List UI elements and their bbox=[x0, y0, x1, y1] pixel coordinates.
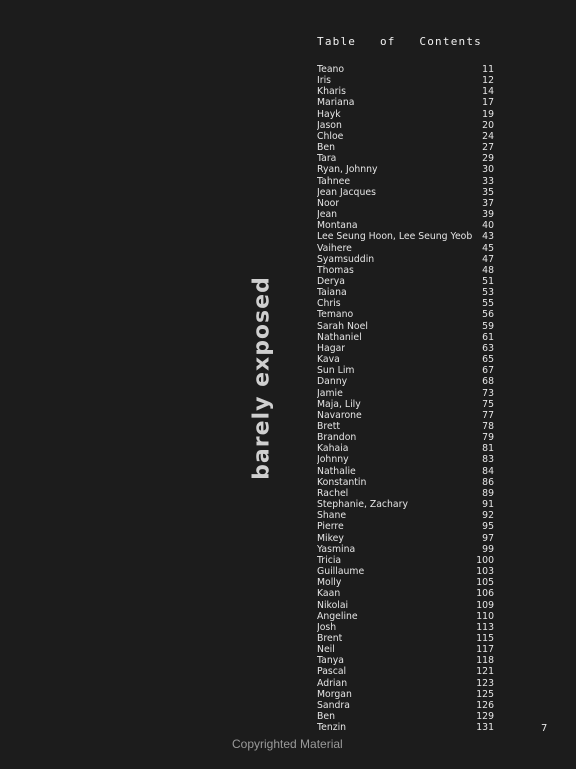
toc-entry[interactable] bbox=[317, 410, 494, 421]
toc-entry[interactable] bbox=[317, 142, 494, 153]
toc-entry-page: 117 bbox=[476, 644, 494, 656]
book-title: barely exposed bbox=[249, 276, 275, 480]
toc-entry-name: Pascal bbox=[317, 666, 347, 678]
toc-entry-name: Hagar bbox=[317, 342, 346, 354]
toc-entry-name: Rachel bbox=[317, 487, 349, 499]
toc-entry-name: Angeline bbox=[317, 610, 358, 622]
toc-entry[interactable] bbox=[317, 388, 494, 399]
toc-entry[interactable] bbox=[317, 243, 494, 254]
toc-entry[interactable] bbox=[317, 644, 494, 655]
toc-entry-page: 78 bbox=[482, 421, 494, 432]
toc-entry-page: 91 bbox=[482, 499, 494, 511]
toc-entry-name: Ben bbox=[317, 711, 335, 723]
toc-entry-name: Ben bbox=[317, 142, 335, 154]
toc-entry[interactable] bbox=[317, 332, 494, 343]
toc-entry-name: Pierre bbox=[317, 521, 344, 533]
toc-entry-page: 106 bbox=[476, 588, 494, 600]
toc-entry-name: Brandon bbox=[317, 432, 357, 444]
toc-entry[interactable] bbox=[317, 176, 494, 187]
toc-entry[interactable] bbox=[317, 689, 494, 700]
toc-entry[interactable] bbox=[317, 97, 494, 108]
toc-entry[interactable] bbox=[317, 254, 494, 265]
toc-entry[interactable] bbox=[317, 622, 494, 633]
toc-entry-name: Tenzin bbox=[317, 722, 347, 734]
toc-entry-name: Syamsuddin bbox=[317, 253, 375, 265]
toc-entry-page: 126 bbox=[476, 699, 494, 711]
toc-entry[interactable] bbox=[317, 544, 494, 555]
toc-entry[interactable] bbox=[317, 131, 494, 142]
toc-entry-page: 12 bbox=[482, 75, 494, 87]
toc-entry-page: 61 bbox=[482, 331, 494, 343]
toc-entry-name: Vaihere bbox=[317, 242, 352, 254]
toc-entry[interactable] bbox=[317, 421, 494, 432]
toc-entry-page: 17 bbox=[482, 97, 494, 109]
toc-entry-name: Chris bbox=[317, 298, 341, 310]
toc-entry-page: 33 bbox=[482, 175, 494, 187]
toc-entry-page: 51 bbox=[482, 275, 494, 287]
toc-entry[interactable] bbox=[317, 399, 494, 410]
toc-entry-page: 81 bbox=[482, 443, 494, 455]
toc-entry-page: 99 bbox=[482, 543, 494, 555]
toc-entry[interactable] bbox=[317, 153, 494, 164]
toc-entry[interactable] bbox=[317, 432, 494, 443]
toc-entry-name: Konstantin bbox=[317, 476, 367, 488]
toc-entry-name: Tanya bbox=[317, 655, 344, 667]
toc-entry-page: 67 bbox=[482, 365, 494, 377]
toc-entry-page: 48 bbox=[482, 264, 494, 276]
toc-entry-page: 14 bbox=[482, 86, 494, 98]
toc-entry[interactable] bbox=[317, 109, 494, 120]
toc-entry-page: 92 bbox=[482, 510, 494, 522]
toc-entry-name: Kahaia bbox=[317, 443, 349, 455]
toc-entry-page: 125 bbox=[476, 688, 494, 700]
toc-entry-page: 47 bbox=[482, 253, 494, 265]
toc-entry-page: 24 bbox=[482, 130, 494, 142]
copyright-notice: Copyrighted Material bbox=[232, 737, 343, 751]
toc-entry-page: 20 bbox=[482, 119, 494, 131]
toc-entry-page: 79 bbox=[482, 432, 494, 444]
toc-entry[interactable] bbox=[317, 499, 494, 510]
toc-entry-name: Jason bbox=[317, 119, 342, 131]
toc-entry-page: 45 bbox=[482, 242, 494, 254]
toc-entry-page: 86 bbox=[482, 476, 494, 488]
toc-entry-page: 19 bbox=[482, 108, 494, 120]
toc-entry-name: Navarone bbox=[317, 409, 362, 421]
toc-entry-page: 63 bbox=[482, 342, 494, 354]
toc-entry-name: Maja, Lily bbox=[317, 398, 361, 410]
toc-entry-name: Johnny bbox=[317, 454, 349, 466]
toc-entry[interactable] bbox=[317, 220, 494, 231]
toc-entry-name: Adrian bbox=[317, 677, 348, 689]
toc-entry[interactable] bbox=[317, 611, 494, 622]
toc-heading-word: of bbox=[379, 35, 396, 48]
toc-entry[interactable] bbox=[317, 209, 494, 220]
toc-entry-name: Temano bbox=[317, 309, 354, 321]
toc-entry[interactable] bbox=[317, 75, 494, 86]
toc-entry[interactable] bbox=[317, 164, 494, 175]
page-number: 7 bbox=[541, 723, 548, 734]
toc-entry-page: 123 bbox=[476, 677, 494, 689]
toc-entry[interactable] bbox=[317, 198, 494, 209]
toc-entry[interactable] bbox=[317, 577, 494, 588]
toc-entry[interactable] bbox=[317, 711, 494, 722]
toc-entry-name: Tahnee bbox=[317, 175, 351, 187]
toc-entry[interactable] bbox=[317, 64, 494, 75]
toc-entry[interactable] bbox=[317, 265, 494, 276]
toc-entry-page: 37 bbox=[482, 197, 494, 209]
toc-entry-page: 29 bbox=[482, 153, 494, 165]
toc-entry-page: 118 bbox=[476, 655, 494, 667]
toc-entry-name: Jean bbox=[317, 209, 338, 221]
toc-entry[interactable] bbox=[317, 454, 494, 465]
toc-heading-word: Contents bbox=[419, 35, 482, 48]
toc-entry-name: Yasmina bbox=[317, 543, 356, 555]
toc-entry-name: Tricia bbox=[317, 554, 342, 566]
toc-entry-name: Tara bbox=[317, 153, 337, 165]
toc-entry-page: 83 bbox=[482, 454, 494, 466]
toc-entry[interactable] bbox=[317, 600, 494, 611]
toc-entry-name: Iris bbox=[317, 75, 331, 87]
toc-entry-name: Sun Lim bbox=[317, 365, 355, 377]
toc-entry-name: Thomas bbox=[317, 264, 354, 276]
toc-entry-page: 39 bbox=[482, 209, 494, 221]
toc-entry-page: 109 bbox=[476, 599, 494, 611]
toc-entry-name: Kharis bbox=[317, 86, 346, 98]
toc-entry[interactable] bbox=[317, 321, 494, 332]
toc-entry-page: 89 bbox=[482, 487, 494, 499]
toc-entry-page: 110 bbox=[476, 610, 494, 622]
toc-entry-page: 97 bbox=[482, 532, 494, 544]
toc-entry-name: Chloe bbox=[317, 130, 344, 142]
toc-entry-page: 131 bbox=[476, 722, 494, 734]
toc-entry-page: 113 bbox=[476, 621, 494, 633]
toc-entry-page: 100 bbox=[476, 554, 494, 566]
toc-entry-page: 115 bbox=[476, 632, 494, 644]
toc-entry-name: Sarah Noel bbox=[317, 320, 368, 332]
toc-entry-page: 40 bbox=[482, 220, 494, 232]
toc-heading-word: Table bbox=[317, 35, 357, 48]
toc-entry-name: Josh bbox=[317, 621, 337, 633]
toc-entry-page: 84 bbox=[482, 465, 494, 477]
toc-entry-page: 129 bbox=[476, 711, 494, 723]
toc-entry-name: Danny bbox=[317, 376, 348, 388]
toc-entry-name: Molly bbox=[317, 577, 342, 589]
toc-entry[interactable] bbox=[317, 298, 494, 309]
toc-entry[interactable] bbox=[317, 231, 494, 242]
toc-entry-page: 11 bbox=[482, 64, 494, 75]
toc-entry[interactable] bbox=[317, 86, 494, 97]
toc-entry[interactable] bbox=[317, 700, 494, 711]
toc-entry-page: 43 bbox=[482, 231, 494, 243]
toc-entry-page: 56 bbox=[482, 309, 494, 321]
toc-entry[interactable] bbox=[317, 187, 494, 198]
toc-entry[interactable] bbox=[317, 566, 494, 577]
toc-entry-page: 105 bbox=[476, 577, 494, 589]
toc-entry[interactable] bbox=[317, 678, 494, 689]
toc-entry-name: Kaan bbox=[317, 588, 341, 600]
toc-entry[interactable] bbox=[317, 555, 494, 566]
toc-entry-name: Ryan, Johnny bbox=[317, 164, 378, 176]
toc-entry-name: Jean Jacques bbox=[317, 186, 376, 198]
toc-heading bbox=[317, 35, 482, 48]
toc-entry[interactable] bbox=[317, 488, 494, 499]
toc-entry[interactable] bbox=[317, 365, 494, 376]
toc-entry-page: 27 bbox=[482, 142, 494, 154]
toc-entry-name: Derya bbox=[317, 275, 345, 287]
toc-entry-name: Stephanie, Zachary bbox=[317, 499, 408, 511]
toc-entry[interactable] bbox=[317, 521, 494, 532]
toc-entry-name: Brent bbox=[317, 632, 343, 644]
toc-entry[interactable] bbox=[317, 666, 494, 677]
toc-entry-name: Mariana bbox=[317, 97, 355, 109]
toc-entry-name: Morgan bbox=[317, 688, 352, 700]
toc-entry[interactable] bbox=[317, 633, 494, 644]
toc-entry-name: Noor bbox=[317, 197, 340, 209]
toc-entry[interactable] bbox=[317, 276, 494, 287]
toc-list bbox=[317, 64, 494, 733]
toc-entry[interactable] bbox=[317, 477, 494, 488]
toc-entry-page: 53 bbox=[482, 287, 494, 299]
toc-entry-name: Teano bbox=[317, 64, 345, 75]
toc-entry-page: 95 bbox=[482, 521, 494, 533]
toc-entry-name: Jamie bbox=[317, 387, 343, 399]
toc-entry-page: 73 bbox=[482, 387, 494, 399]
toc-entry-name: Mikey bbox=[317, 532, 344, 544]
toc-entry-page: 68 bbox=[482, 376, 494, 388]
toc-entry[interactable] bbox=[317, 287, 494, 298]
toc-entry[interactable] bbox=[317, 309, 494, 320]
toc-entry[interactable] bbox=[317, 376, 494, 387]
toc-entry-page: 55 bbox=[482, 298, 494, 310]
toc-entry-name: Shane bbox=[317, 510, 347, 522]
toc-entry-name: Brett bbox=[317, 421, 341, 432]
toc-entry-name: Nathalie bbox=[317, 465, 356, 477]
toc-entry-name: Guillaume bbox=[317, 566, 365, 578]
toc-entry-name: Neil bbox=[317, 644, 335, 656]
toc-entry-page: 103 bbox=[476, 566, 494, 578]
toc-entry[interactable] bbox=[317, 722, 494, 733]
toc-entry-name: Sandra bbox=[317, 699, 350, 711]
toc-entry[interactable] bbox=[317, 443, 494, 454]
toc-entry-page: 121 bbox=[476, 666, 494, 678]
toc-entry-name: Taiana bbox=[317, 287, 347, 299]
toc-entry[interactable] bbox=[317, 354, 494, 365]
toc-entry-page: 30 bbox=[482, 164, 494, 176]
toc-entry[interactable] bbox=[317, 466, 494, 477]
toc-entry[interactable] bbox=[317, 120, 494, 131]
toc-entry-name: Kava bbox=[317, 354, 340, 366]
toc-entry[interactable] bbox=[317, 588, 494, 599]
toc-entry[interactable] bbox=[317, 510, 494, 521]
toc-entry-name: Nathaniel bbox=[317, 331, 362, 343]
toc-entry[interactable] bbox=[317, 343, 494, 354]
toc-entry-name: Hayk bbox=[317, 108, 341, 120]
toc-entry-name: Montana bbox=[317, 220, 358, 232]
toc-entry-name: Lee Seung Hoon, Lee Seung Yeob bbox=[317, 231, 473, 243]
toc-entry-page: 75 bbox=[482, 398, 494, 410]
toc-entry-page: 77 bbox=[482, 409, 494, 421]
toc-entry[interactable] bbox=[317, 533, 494, 544]
toc-entry-page: 35 bbox=[482, 186, 494, 198]
toc-entry-page: 59 bbox=[482, 320, 494, 332]
toc-entry-page: 65 bbox=[482, 354, 494, 366]
toc-entry-name: Nikolai bbox=[317, 599, 349, 611]
toc-entry[interactable] bbox=[317, 655, 494, 666]
